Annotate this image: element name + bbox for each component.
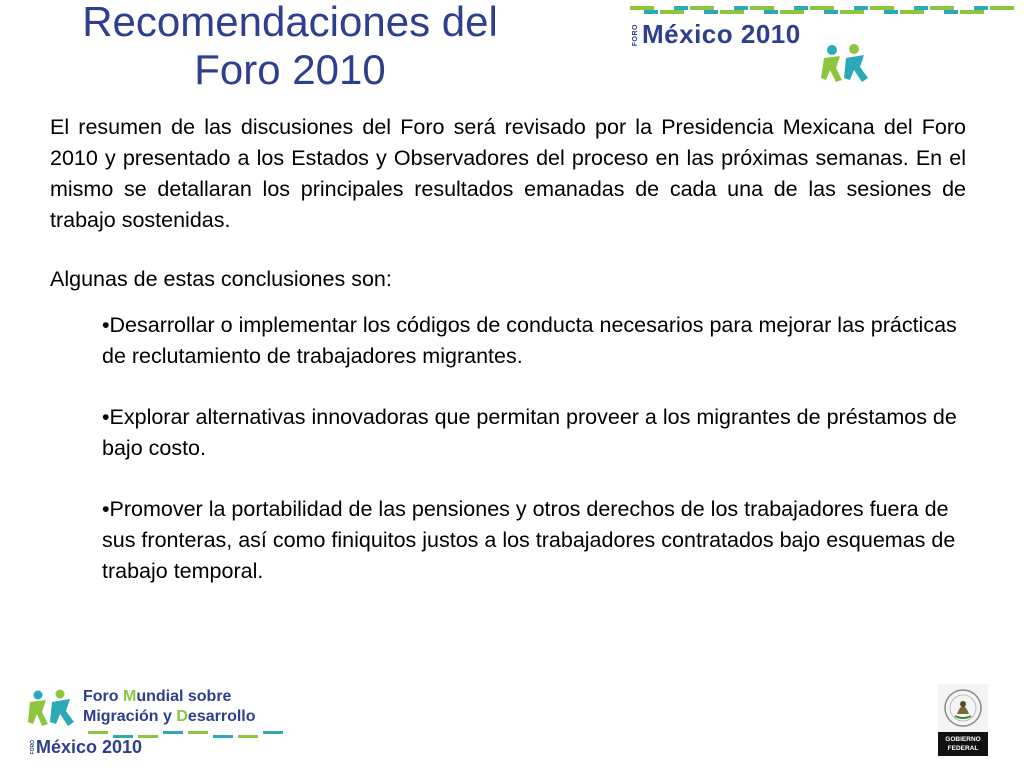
forum-text: Foro bbox=[83, 688, 123, 705]
mexico-2010-wordmark: México 2010 bbox=[36, 737, 143, 757]
gov-line-2: FEDERAL bbox=[947, 745, 979, 752]
forum-name-line-1 bbox=[83, 688, 231, 706]
people-figures-icon bbox=[28, 688, 78, 728]
forum-text-accent: M bbox=[123, 688, 137, 705]
intro-paragraph: El resumen de las discusiones del Foro será revisado por la Presidencia Mexicana del Foro 2010 y presentado a los Estados y Observadores del proceso en las próximas semanas. En el mismo se detallaran los principales resultados emanadas de cada una de las sesiones de trabajo sostenidas. bbox=[50, 115, 966, 232]
conclusions-heading: Algunas de estas conclusiones son: bbox=[50, 267, 392, 291]
list-item: •Explorar alternativas innovadoras que permitan proveer a los migrantes de préstamos de bajo costo. bbox=[102, 405, 957, 460]
forum-text-accent: D bbox=[176, 708, 188, 725]
foro-vertical-label: FORO bbox=[632, 24, 639, 47]
forum-text: undial sobre bbox=[136, 688, 232, 705]
title-line-1: Recomendaciones del bbox=[82, 0, 498, 45]
mexico-2010-wordmark: México 2010 bbox=[642, 19, 801, 49]
national-seal-icon bbox=[943, 688, 983, 728]
gobierno-federal-logo bbox=[938, 684, 988, 756]
conclusions-list bbox=[102, 310, 966, 587]
people-figures-icon bbox=[820, 42, 870, 84]
gobierno-federal-label bbox=[938, 732, 988, 756]
foro-vertical-label: FORO bbox=[30, 740, 36, 755]
greek-key-pattern-icon bbox=[628, 4, 1018, 18]
title-line-2: Foro 2010 bbox=[194, 46, 386, 93]
list-item: •Desarrollar o implementar los códigos de conducta necesarios para mejorar las prácticas de reclutamiento de trabajadores migrantes. bbox=[102, 313, 957, 368]
forum-text: esarrollo bbox=[187, 708, 256, 725]
list-item: •Promover la portabilidad de las pensiones y otros derechos de los trabajadores fuera de sus fronteras, así como finiquitos justos a los trabajadores contratados bajo esquemas de trabajo temporal. bbox=[102, 497, 956, 583]
gov-line-1: GOBIERNO bbox=[945, 736, 981, 743]
forum-logo bbox=[28, 684, 293, 762]
slide-title bbox=[40, 0, 540, 94]
forum-name-line-2 bbox=[83, 708, 256, 726]
slide-body bbox=[50, 112, 966, 617]
mexico-2010-logo bbox=[628, 4, 1018, 86]
forum-text: Migración y bbox=[83, 708, 177, 725]
